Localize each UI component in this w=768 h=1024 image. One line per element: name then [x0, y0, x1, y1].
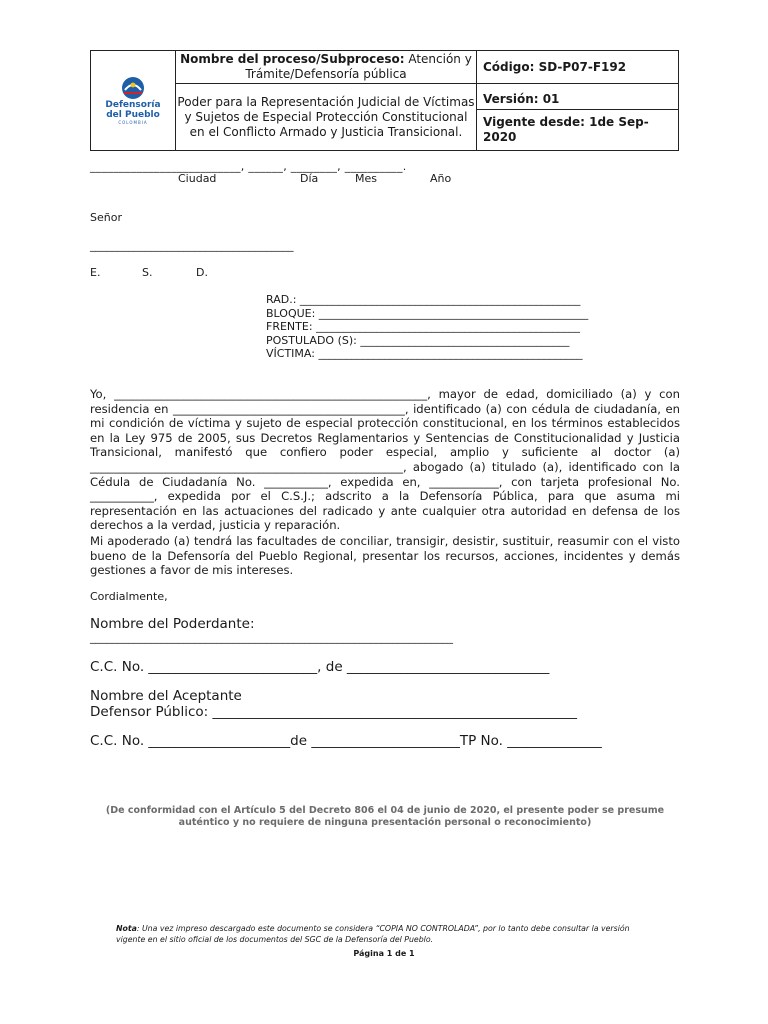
grantor-cc-line: C.C. No. _________________________, de ______________________________ [90, 659, 550, 675]
process-label: Nombre del proceso/Subproceso: [180, 52, 405, 66]
defender-line: Defensor Público: ______________________________________________________ [90, 704, 578, 720]
footer-note [116, 923, 636, 945]
logo-text-3: COLOMBIA [118, 119, 148, 125]
closing: Cordialmente, [90, 590, 168, 603]
date-city-label: Ciudad [178, 172, 217, 185]
recipient-line: _____________________________________ [90, 239, 294, 252]
d-letter: D. [196, 266, 208, 279]
legal-note: (De conformidad con el Artículo 5 del Decreto 806 el 04 de junio de 2020, el presente poder se presume auténtico y no requiere de ninguna presentación personal o reconocimiento) [105, 805, 665, 828]
process-value: Atención y Trámite/Defensoría pública [245, 52, 472, 81]
field-victima: VÍCTIMA: ________________________________________________ [266, 347, 583, 360]
field-bloque: BLOQUE: _________________________________________________ [266, 306, 589, 320]
date-day-label: Día [300, 172, 319, 185]
field-frente: FRENTE: ________________________________________________ [266, 320, 581, 333]
date-year-label: Año [430, 172, 452, 185]
logo-text-1: Defensoría [105, 99, 161, 110]
date-month-label: Mes [355, 172, 377, 185]
grantor-label: Nombre del Poderdante: [90, 616, 255, 632]
field-rad: RAD.: ___________________________________________________ [266, 293, 581, 306]
s-letter: S. [142, 266, 153, 279]
process-cell [176, 51, 477, 84]
salutation: Señor [90, 211, 122, 224]
body-paragraph-1: Yo, ______________________________________________________, mayor de edad, domiciliado (a) y con residencia en ________________________________________, identificado (a) con cédula de ciudadanía, en mi condición de víctima y sujeto de especial protección constitucional, en los términos establecidos en la Ley 975 de 2005, sus Decretos Reglamentarios y Sentencias de Constitucionalidad y Justicia Transicional, manifestó que confiero poder especial, amplio y suficiente al doctor (a) ______________________________________________________, abogado (a) titulado (a), identificado con la Cédula de Ciudadanía No. ___________, expedida en, ____________, con tarjeta profesional No. ___________, expedida por el C.S.J.; adscrito a la Defensoría Pública, para que asuma mi representación en las actuaciones del radicado y ante cualquier otra autoridad en defensa de los derechos a la verdad, justicia y reparación. [90, 387, 680, 533]
field-postulado: POSTULADO (S): ______________________________________ [266, 333, 570, 347]
body-paragraph-2: Mi apoderado (a) tendrá las facultades de conciliar, transigir, desistir, sustituir, reasumir con el visto bueno de la Defensoría del Pueblo Regional, presentar los recursos, acciones, incidentes y demás gestiones a favor de mis intereses. [90, 534, 680, 578]
footer-note-label: Nota [116, 924, 137, 933]
page-number: Página 1 de 1 [353, 949, 415, 958]
date-line: __________________________, ______, ________, __________. [90, 160, 407, 173]
footer-note-text: : Una vez impreso descargado este documento se considera “COPIA NO CONTROLADA”, por lo tanto debe consultar la versión vigente en el sitio oficial de los documentos del SGC de la Defensoría del Pueblo. [116, 924, 630, 944]
logo-emblem-icon [116, 76, 150, 100]
doc-code: Código: SD-P07-F192 [483, 60, 627, 74]
e-letter: E. [90, 266, 101, 279]
grantor-line: __________________________________________________________________ [90, 631, 453, 644]
title-cell [176, 84, 477, 151]
logo-text-2: del Pueblo [106, 109, 160, 120]
header-table [90, 50, 679, 151]
defender-cc-tp-line: C.C. No. _____________________de ______________________TP No. ______________ [90, 733, 602, 749]
case-fields [266, 293, 588, 361]
logo-cell [91, 51, 176, 151]
defensoria-logo [91, 76, 175, 126]
version-valid-cell [477, 84, 679, 151]
doc-title: Poder para la Representación Judicial de Víctimas y Sujetos de Especial Protección Constitucional en el Conflicto Armado y Justicia Transicional. [177, 94, 475, 139]
code-cell [477, 51, 679, 84]
doc-version: Versión: 01 [477, 89, 678, 110]
doc-valid-from: Vigente desde: 1de Sep-2020 [483, 115, 649, 144]
acceptor-label: Nombre del Aceptante [90, 688, 242, 704]
